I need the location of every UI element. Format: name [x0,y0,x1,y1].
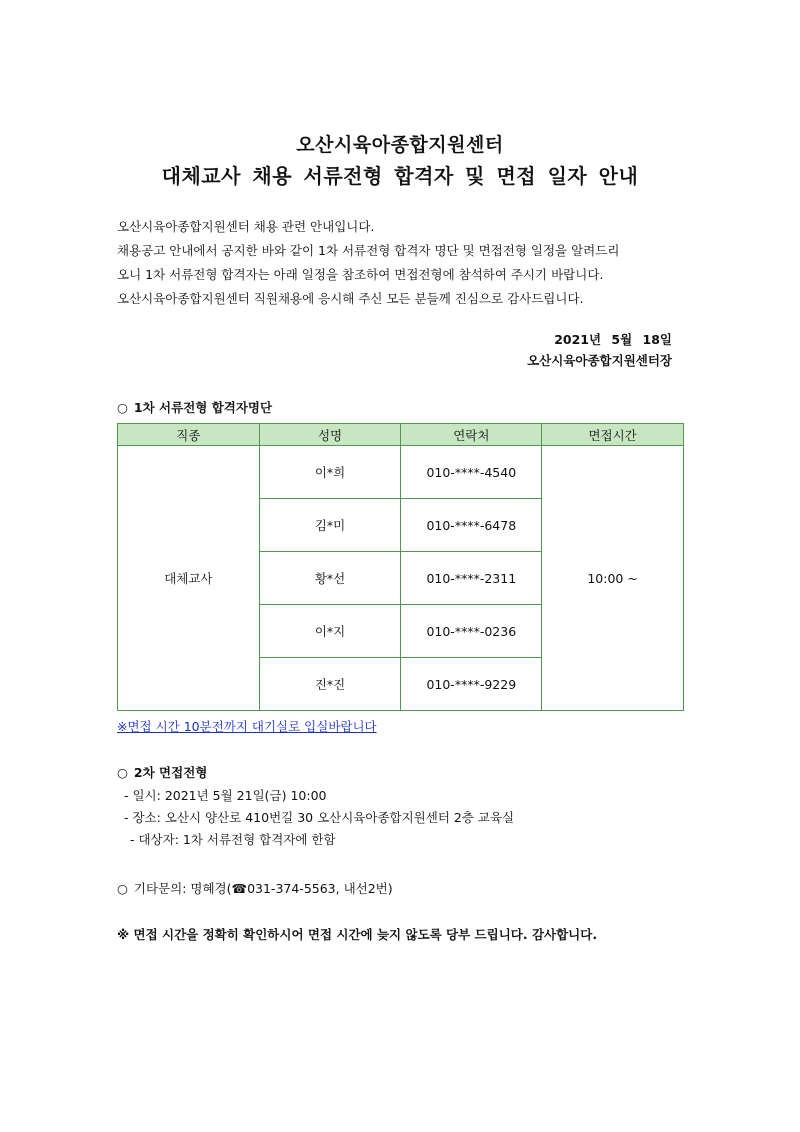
circle-bullet-icon: ○ [117,400,128,415]
interview-datetime: - 일시: 2021년 5월 21일(금) 10:00 [124,788,327,803]
name-cell: 이*희 [259,446,401,499]
header-job: 직종 [118,424,260,446]
waiting-room-note: ※면접 시간 10분전까지 대기실로 입실바랍니다 [117,719,377,734]
intro-line: 오산시육아종합지원센터 채용 관련 안내입니다. [117,219,375,234]
phone-cell: 010-****-2311 [401,552,542,605]
name-cell: 김*미 [259,499,401,552]
intro-line: 채용공고 안내에서 공지한 바와 같이 1차 서류전형 합격자 명단 및 면접전형 일정을 알려드리 [117,243,620,258]
name-cell: 황*선 [259,552,401,605]
interview-target: - 대상자: 1차 서류전형 합격자에 한함 [130,832,336,847]
notice-issuer: 오산시육아종합지원센터장 [527,353,672,368]
section-title: 1차 서류전형 합격자명단 [133,400,273,415]
name-cell: 진*진 [259,658,401,711]
passer-table [117,423,684,711]
circle-bullet-icon: ○ [117,881,128,896]
document-subtitle: 대체교사 채용 서류전형 합격자 및 면접 일자 안내 [161,164,639,188]
job-cell: 대체교사 [118,446,260,711]
intro-line: 오산시육아종합지원센터 직원채용에 응시해 주신 모든 분들께 진심으로 감사드립니다. [117,291,584,306]
phone-cell: 010-****-9229 [401,658,542,711]
header-phone: 연락처 [401,424,542,446]
name-cell: 이*지 [259,605,401,658]
section-interview-heading [117,763,207,781]
interview-time-cell: 10:00 ~ [542,446,684,711]
intro-paragraph [117,215,687,311]
phone-cell: 010-****-0236 [401,605,542,658]
contact-text: 기타문의: 명혜경(☎031-374-5563, 내선2번) [133,881,393,896]
table-header-row [118,424,684,446]
interview-place: - 장소: 오산시 양산로 410번길 30 오산시육아종합지원센터 2층 교육실 [124,810,515,825]
header-name: 성명 [259,424,401,446]
document-title: 오산시육아종합지원센터 [296,134,504,156]
contact-info [117,879,393,897]
section-title: 2차 면접전형 [133,765,208,780]
table-row [118,446,684,499]
notice-date: 2021년 5월 18일 [554,332,672,347]
circle-bullet-icon: ○ [117,765,128,780]
phone-cell: 010-****-6478 [401,499,542,552]
section-first-round-heading [117,398,272,416]
intro-line: 오니 1차 서류전형 합격자는 아래 일정을 참조하여 면접전형에 참석하여 주시기 바랍니다. [117,267,604,282]
phone-cell: 010-****-4540 [401,446,542,499]
closing-note: ※ 면접 시간을 정확히 확인하시어 면접 시간에 늦지 않도록 당부 드립니다. 감사합니다. [117,927,598,942]
header-interview-time: 면접시간 [542,424,684,446]
